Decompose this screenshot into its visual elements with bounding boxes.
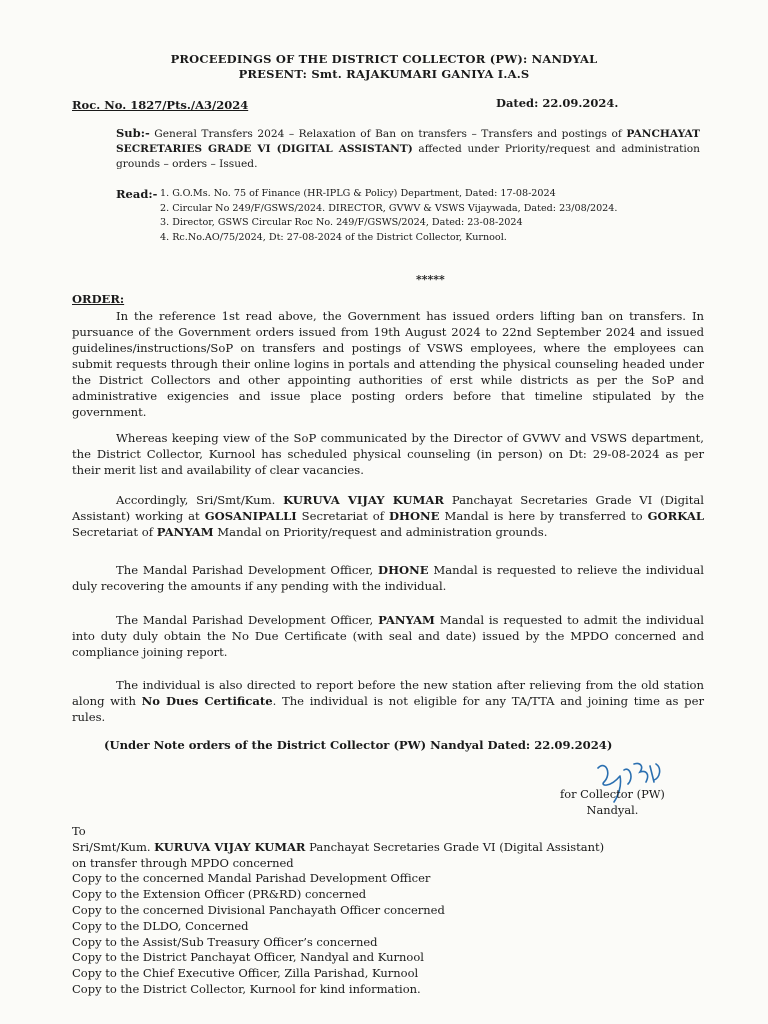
order-paragraph-4	[72, 562, 704, 594]
order-paragraph-1	[72, 308, 704, 420]
subject-text-2: affected under Priority/request and administration grounds – orders – Issued.	[116, 143, 700, 170]
paragraph-text: Whereas keeping view of the SoP communicated by the Director of GVWV and VSWS department, the District Collector, Kurnool has scheduled physical counseling (in person) on Dt: 29-08-2024 as per their merit list and availability of clear vacancies.	[72, 431, 704, 477]
paragraph-text: In the reference 1st read above, the Government has issued orders lifting ban on transfers. In pursuance of the Government orders issued from 19th August 2024 to 22nd September 2024 and issued guidelines/instructions/SoP on transfers and postings of VSWS employees, where the employees can submit requests through their online logins in portals and attending the physical counseling headed under the District Collectors and other appointing authorities of erst while districts as per the SoP and administrative exigencies and issue place posting orders before that timeline stipulated by the government.	[72, 309, 704, 419]
paragraph-text: Mandal is requested to admit the individual into duty duly obtain the No Due Certificate (with seal and date) issued by the MPDO concerned and compliance joining report.	[72, 613, 705, 659]
read-label: Read:-	[116, 187, 158, 201]
paragraph-text: Mandal on Priority/request and administration grounds.	[217, 525, 548, 539]
copy-item: Copy to the Assist/Sub Treasury Officer’s concerned	[72, 934, 378, 949]
paragraph-text: Accordingly, Sri/Smt/Kum.	[116, 493, 276, 507]
paragraph-text: The individual is also directed to report before the new station after relieving from the old station along with	[72, 678, 704, 708]
addressee-prefix: Sri/Smt/Kum.	[72, 839, 151, 854]
employee-name: KURUVA VIJAY KUMAR	[283, 493, 444, 507]
copy-item: Copy to the Chief Executive Officer, Zilla Parishad, Kurnool	[72, 966, 419, 981]
copy-item: Copy to the District Collector, Kurnool for kind information.	[72, 981, 421, 996]
order-paragraph-6	[72, 677, 704, 725]
to-through: on transfer through MPDO concerned	[72, 855, 294, 870]
paragraph-text: Secretariat of	[72, 525, 154, 539]
order-paragraph-3	[72, 492, 704, 540]
read-item: 3. Director, GSWS Circular Roc No. 249/F/GSWS/2024, Dated: 23-08-2024	[160, 217, 523, 228]
to-addressee	[72, 840, 712, 856]
paragraph-text: The Mandal Parishad Development Officer,	[116, 563, 374, 577]
addressee-name: KURUVA VIJAY KUMAR	[154, 839, 306, 854]
read-references	[116, 187, 706, 243]
to-mandal: PANYAM	[156, 525, 214, 539]
copy-item: Copy to the DLDO, Concerned	[72, 918, 249, 933]
distribution-list	[72, 824, 712, 998]
paragraph-text: . The individual is not eligible for any TA/TTA and joining time as per rules.	[72, 694, 705, 724]
copy-item: Copy to the concerned Divisional Panchayath Officer concerned	[72, 902, 445, 917]
copy-item: Copy to the concerned Mandal Parishad Development Officer	[72, 871, 431, 886]
mandal-name: PANYAM	[378, 613, 435, 627]
order-paragraph-2	[72, 430, 704, 478]
to-label: To	[72, 824, 86, 838]
from-mandal: DHONE	[388, 509, 440, 523]
separator-stars: *****	[416, 273, 445, 286]
signature-for: for Collector (PW)	[560, 787, 665, 801]
order-paragraph-5	[72, 612, 704, 660]
from-secretariat: GOSANIPALLI	[204, 509, 297, 523]
copy-item: Copy to the District Panchayat Officer, Nandyal and Kurnool	[72, 950, 424, 965]
to-secretariat: GORKAL	[647, 509, 704, 523]
paragraph-text: The Mandal Parishad Development Officer,	[116, 613, 374, 627]
paragraph-text: Panchayat Secretaries Grade VI (Digital Assistant) working at	[72, 493, 705, 523]
order-label: ORDER:	[72, 292, 125, 306]
subject	[116, 126, 700, 172]
read-item: 2. Circular No 249/F/GSWS/2024. DIRECTOR, GVWV & VSWS Vijaywada, Dated: 23/08/2024.	[160, 202, 618, 214]
signature-place: Nandyal.	[586, 803, 639, 817]
roc-number: Roc. No. 1827/Pts./A3/2024	[72, 98, 249, 112]
dated: Dated: 22.09.2024.	[496, 96, 619, 110]
header-present: PRESENT: Smt. RAJAKUMARI GANIYA I.A.S	[238, 67, 530, 81]
subject-bold: PANCHAYAT SECRETARIES GRADE VI (DIGITAL ASSISTANT)	[116, 128, 700, 155]
subject-label: Sub:-	[116, 126, 150, 140]
read-item: 4. Rc.No.AO/75/2024, Dt: 27-08-2024 of the District Collector, Kurnool.	[160, 231, 507, 243]
copy-item: Copy to the Extension Officer (PR&RD) concerned	[72, 887, 367, 902]
signature-block	[560, 786, 665, 818]
paragraph-text: Mandal is requested to relieve the individual duly recovering the amounts if any pending with the individual.	[72, 563, 705, 593]
paragraph-text: Secretariat of	[301, 509, 384, 523]
mandal-name: DHONE	[378, 563, 429, 577]
paragraph-text: Mandal is here by transferred to	[444, 509, 643, 523]
header-title: PROCEEDINGS OF THE DISTRICT COLLECTOR (PW): NANDYAL	[170, 52, 598, 66]
subject-text-1: General Transfers 2024 – Relaxation of Ban on transfers – Transfers and postings of	[154, 128, 622, 140]
no-dues-certificate: No Dues Certificate	[141, 694, 273, 708]
note-orders: (Under Note orders of the District Collector (PW) Nandyal Dated: 22.09.2024)	[104, 738, 613, 752]
addressee-designation: Panchayat Secretaries Grade VI (Digital Assistant)	[309, 839, 605, 854]
read-item: 1. G.O.Ms. No. 75 of Finance (HR-IPLG & Policy) Department, Dated: 17-08-2024	[160, 188, 556, 199]
